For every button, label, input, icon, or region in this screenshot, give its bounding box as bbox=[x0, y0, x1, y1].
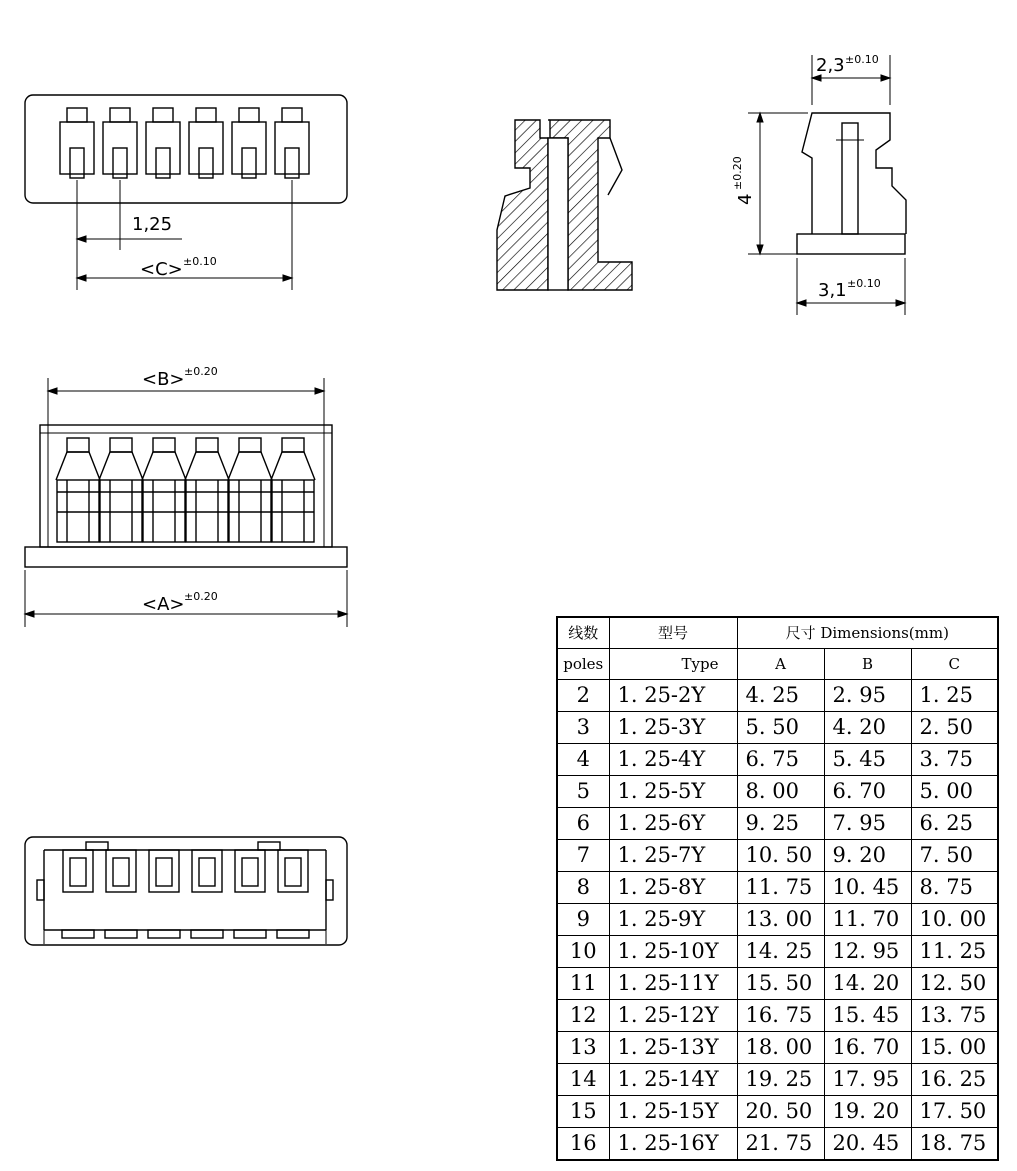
type-cell: 1. 25-16Y bbox=[609, 1128, 737, 1161]
type-cell: 1. 25-15Y bbox=[609, 1096, 737, 1128]
poles-cell: 8 bbox=[557, 872, 609, 904]
dim-c-cell: 18. 75 bbox=[911, 1128, 998, 1161]
height-label: 4 bbox=[735, 193, 756, 205]
type-cell: 1. 25-14Y bbox=[609, 1064, 737, 1096]
dim-c-lines bbox=[77, 180, 292, 290]
table-header-row bbox=[557, 617, 998, 649]
dim-c-cell: 16. 25 bbox=[911, 1064, 998, 1096]
section-view bbox=[497, 120, 632, 290]
dim-c-cell: 10. 00 bbox=[911, 904, 998, 936]
dim-b-cell: 4. 20 bbox=[824, 712, 911, 744]
dim-b-cell: 6. 70 bbox=[824, 776, 911, 808]
dim-b-cell: 19. 20 bbox=[824, 1096, 911, 1128]
height-tolerance: ±0.20 bbox=[731, 156, 744, 190]
poles-cell: 15 bbox=[557, 1096, 609, 1128]
poles-cell: 3 bbox=[557, 712, 609, 744]
dim-b-cell: 14. 20 bbox=[824, 968, 911, 1000]
dim-a-cell: 19. 25 bbox=[737, 1064, 824, 1096]
dim-a-label: <A> bbox=[142, 594, 185, 615]
dim-c-cell: 12. 50 bbox=[911, 968, 998, 1000]
header-col-a: A bbox=[737, 649, 824, 680]
side-dim-lines bbox=[748, 55, 905, 315]
dim-a-cell: 6. 75 bbox=[737, 744, 824, 776]
dim-a-cell: 8. 00 bbox=[737, 776, 824, 808]
front-view-contacts bbox=[56, 438, 315, 542]
bottom-view bbox=[25, 837, 347, 945]
top-view-contacts bbox=[60, 108, 309, 178]
dim-b-cell: 12. 95 bbox=[824, 936, 911, 968]
type-cell: 1. 25-9Y bbox=[609, 904, 737, 936]
type-cell: 1. 25-11Y bbox=[609, 968, 737, 1000]
dim-b-cell: 16. 70 bbox=[824, 1032, 911, 1064]
table-row bbox=[557, 1128, 998, 1161]
poles-cell: 12 bbox=[557, 1000, 609, 1032]
table-subheader-row bbox=[557, 649, 998, 680]
dim-a-tolerance: ±0.20 bbox=[184, 590, 218, 603]
type-cell: 1. 25-10Y bbox=[609, 936, 737, 968]
header-col-c: C bbox=[911, 649, 998, 680]
width-bottom-label: 3,1 bbox=[818, 280, 847, 301]
poles-cell: 6 bbox=[557, 808, 609, 840]
dim-b-cell: 5. 45 bbox=[824, 744, 911, 776]
type-cell: 1. 25-7Y bbox=[609, 840, 737, 872]
dim-b-cell: 10. 45 bbox=[824, 872, 911, 904]
table-body bbox=[557, 680, 998, 1161]
dimensions-table bbox=[556, 616, 999, 1161]
header-poles-cn: 线数 bbox=[557, 617, 609, 649]
dim-c-cell: 7. 50 bbox=[911, 840, 998, 872]
header-poles: poles bbox=[557, 649, 609, 680]
type-cell: 1. 25-5Y bbox=[609, 776, 737, 808]
header-dimensions: 尺寸 Dimensions(mm) bbox=[737, 617, 998, 649]
dim-a-cell: 4. 25 bbox=[737, 680, 824, 712]
table-row bbox=[557, 1032, 998, 1064]
dim-a-cell: 14. 25 bbox=[737, 936, 824, 968]
type-cell: 1. 25-13Y bbox=[609, 1032, 737, 1064]
dim-c-cell: 6. 25 bbox=[911, 808, 998, 840]
table-row bbox=[557, 680, 998, 712]
bottom-view-cavities bbox=[62, 850, 309, 938]
dim-a-cell: 13. 00 bbox=[737, 904, 824, 936]
dim-c-cell: 11. 25 bbox=[911, 936, 998, 968]
dim-b-cell: 9. 20 bbox=[824, 840, 911, 872]
dim-a-cell: 5. 50 bbox=[737, 712, 824, 744]
dim-a-cell: 15. 50 bbox=[737, 968, 824, 1000]
type-cell: 1. 25-8Y bbox=[609, 872, 737, 904]
type-cell: 1. 25-2Y bbox=[609, 680, 737, 712]
type-cell: 1. 25-12Y bbox=[609, 1000, 737, 1032]
poles-cell: 2 bbox=[557, 680, 609, 712]
dim-c-tolerance: ±0.10 bbox=[183, 255, 217, 268]
dim-b-label: <B> bbox=[142, 369, 185, 390]
dim-a-cell: 9. 25 bbox=[737, 808, 824, 840]
header-type: Type bbox=[609, 649, 737, 680]
dim-c-cell: 3. 75 bbox=[911, 744, 998, 776]
poles-cell: 4 bbox=[557, 744, 609, 776]
header-col-b: B bbox=[824, 649, 911, 680]
dim-c-cell: 5. 00 bbox=[911, 776, 998, 808]
dim-b-cell: 15. 45 bbox=[824, 1000, 911, 1032]
dim-c-cell: 8. 75 bbox=[911, 872, 998, 904]
dim-b-cell: 20. 45 bbox=[824, 1128, 911, 1161]
table-row bbox=[557, 1096, 998, 1128]
table-row bbox=[557, 776, 998, 808]
dim-c-label: <C> bbox=[140, 259, 183, 280]
dim-a-cell: 10. 50 bbox=[737, 840, 824, 872]
poles-cell: 9 bbox=[557, 904, 609, 936]
dim-c-cell: 17. 50 bbox=[911, 1096, 998, 1128]
width-top-label: 2,3 bbox=[816, 55, 845, 76]
dim-b-cell: 7. 95 bbox=[824, 808, 911, 840]
poles-cell: 10 bbox=[557, 936, 609, 968]
dim-b-cell: 17. 95 bbox=[824, 1064, 911, 1096]
pitch-label: 1,25 bbox=[132, 214, 173, 235]
dim-c-cell: 1. 25 bbox=[911, 680, 998, 712]
table-row bbox=[557, 1064, 998, 1096]
width-bottom-tolerance: ±0.10 bbox=[847, 277, 881, 290]
table-row bbox=[557, 872, 998, 904]
table-row bbox=[557, 904, 998, 936]
poles-cell: 16 bbox=[557, 1128, 609, 1161]
type-cell: 1. 25-6Y bbox=[609, 808, 737, 840]
table-row bbox=[557, 744, 998, 776]
table-row bbox=[557, 712, 998, 744]
dim-a-cell: 20. 50 bbox=[737, 1096, 824, 1128]
dim-a-cell: 16. 75 bbox=[737, 1000, 824, 1032]
dim-a-cell: 11. 75 bbox=[737, 872, 824, 904]
type-cell: 1. 25-4Y bbox=[609, 744, 737, 776]
poles-cell: 11 bbox=[557, 968, 609, 1000]
poles-cell: 14 bbox=[557, 1064, 609, 1096]
type-cell: 1. 25-3Y bbox=[609, 712, 737, 744]
dim-a-cell: 18. 00 bbox=[737, 1032, 824, 1064]
poles-cell: 13 bbox=[557, 1032, 609, 1064]
dim-b-cell: 11. 70 bbox=[824, 904, 911, 936]
width-top-tolerance: ±0.10 bbox=[845, 53, 879, 66]
table-row bbox=[557, 968, 998, 1000]
dim-c-cell: 2. 50 bbox=[911, 712, 998, 744]
dim-a-cell: 21. 75 bbox=[737, 1128, 824, 1161]
dim-b-tolerance: ±0.20 bbox=[184, 365, 218, 378]
poles-cell: 5 bbox=[557, 776, 609, 808]
dim-c-cell: 15. 00 bbox=[911, 1032, 998, 1064]
table-row bbox=[557, 840, 998, 872]
dim-b-cell: 2. 95 bbox=[824, 680, 911, 712]
table-row bbox=[557, 808, 998, 840]
side-view bbox=[748, 55, 906, 315]
header-type-cn: 型号 bbox=[609, 617, 737, 649]
table-row bbox=[557, 936, 998, 968]
table-row bbox=[557, 1000, 998, 1032]
dim-c-cell: 13. 75 bbox=[911, 1000, 998, 1032]
poles-cell: 7 bbox=[557, 840, 609, 872]
